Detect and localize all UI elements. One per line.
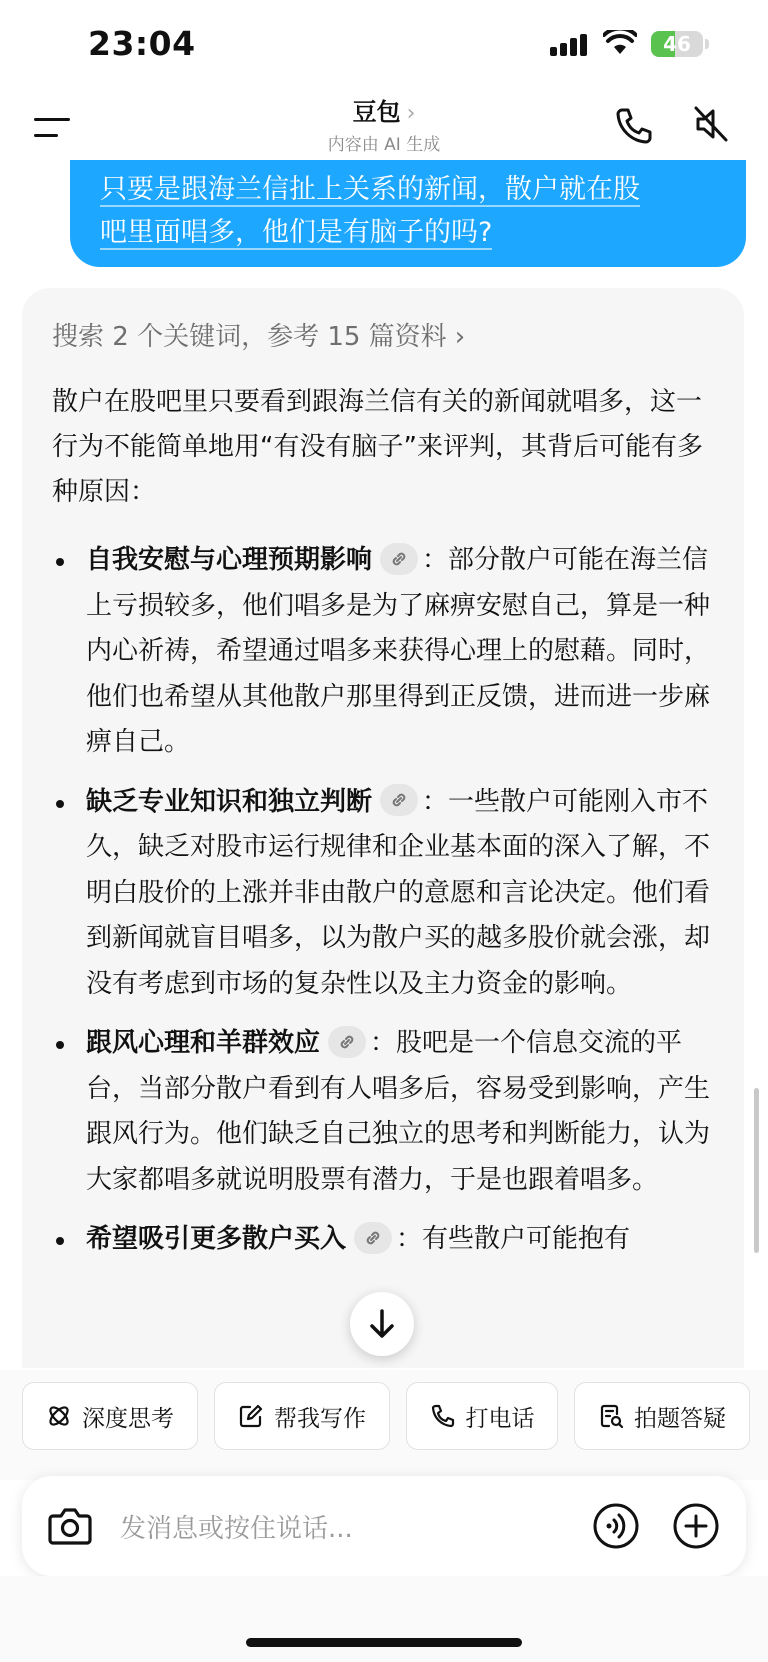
call-button[interactable] <box>612 104 656 148</box>
phone-icon <box>430 1403 456 1429</box>
quick-action-label: 深度思考 <box>82 1405 174 1432</box>
battery-indicator <box>651 31 703 57</box>
user-message-bubble[interactable] <box>70 160 746 267</box>
link-icon <box>363 1228 383 1248</box>
voice-wave-icon <box>592 1502 640 1550</box>
bullet-title: 跟风心理和羊群效应 <box>86 1028 321 1058</box>
bullet-dot <box>56 1237 64 1245</box>
link-icon <box>389 790 409 810</box>
arrow-down-icon <box>368 1308 396 1340</box>
colon: ： <box>422 545 449 575</box>
citation-link-button[interactable] <box>380 784 418 816</box>
scrollbar[interactable] <box>754 1088 759 1253</box>
bullet-text: 股吧是一个信息交流的平台，当部分散户看到有人唱多后，容易受到影响，产生跟风行为。他们缺乏自己独立的思考和判断能力，认为大家都唱多就说明股票有潜力，于是也跟着唱多。 <box>86 1028 711 1195</box>
quick-action-writing[interactable] <box>214 1382 390 1450</box>
cellular-signal-icon <box>550 34 590 56</box>
link-icon <box>337 1032 357 1052</box>
status-bar <box>0 0 768 90</box>
bullet-dot <box>56 1041 64 1049</box>
message-input[interactable]: 发消息或按住说话... <box>120 1514 353 1544</box>
list-item <box>52 1217 732 1263</box>
bullet-dot <box>56 558 64 566</box>
list-item <box>52 538 732 766</box>
bot-name: 豆包 <box>352 98 401 126</box>
quick-action-label: 帮我写作 <box>274 1405 366 1432</box>
bullet-text: 有些散户可能抱有 <box>422 1224 631 1254</box>
citation-link-button[interactable] <box>328 1026 366 1058</box>
bullet-title: 缺乏专业知识和独立判断 <box>86 786 373 817</box>
references-label: 搜索 2 个关键词，参考 15 篇资料 <box>52 322 447 352</box>
link-icon <box>389 549 409 569</box>
battery-percent: 46 <box>663 32 691 56</box>
list-item <box>52 1021 732 1203</box>
clock: 23:04 <box>88 24 196 63</box>
citation-link-button[interactable] <box>354 1222 392 1254</box>
citation-link-button[interactable] <box>380 543 418 575</box>
plus-icon <box>672 1502 720 1550</box>
battery-cap <box>705 39 709 49</box>
list-item <box>52 780 732 1008</box>
bullet-title: 希望吸引更多散户买入 <box>86 1224 347 1254</box>
phone-icon <box>612 104 656 148</box>
scroll-to-bottom-button[interactable] <box>350 1292 414 1356</box>
user-message-line: 只要是跟海兰信扯上关系的新闻，散户就在股 <box>100 174 640 205</box>
scan-question-icon <box>598 1403 624 1429</box>
wifi-icon <box>603 30 637 56</box>
colon: ： <box>396 1224 423 1254</box>
chevron-right-icon: › <box>406 101 416 126</box>
ai-answer-card <box>22 288 744 1368</box>
quick-action-deep-think[interactable] <box>22 1382 198 1450</box>
add-attachment-button[interactable] <box>672 1502 720 1550</box>
edit-icon <box>238 1403 264 1429</box>
bullet-text: 部分散户可能在海兰信上亏损较多，他们唱多是为了麻痹安慰自己，算是一种内心祈祷，希望通过唱多来获得心理上的慰藉。同时，他们也希望从其他散户那里得到正反馈，进而进一步麻痹自己。 <box>86 545 711 757</box>
bottom-safe-area <box>0 1576 768 1662</box>
bullet-dot <box>56 800 64 808</box>
quick-action-photo-question[interactable] <box>574 1382 750 1450</box>
mute-speaker-button[interactable] <box>688 102 732 146</box>
quick-action-label: 打电话 <box>465 1405 535 1432</box>
chevron-right-icon: › <box>454 322 466 352</box>
bullet-title: 自我安慰与心理预期影响 <box>86 545 373 575</box>
references-link[interactable] <box>52 316 465 353</box>
quick-action-call[interactable] <box>406 1382 558 1450</box>
user-message-text <box>100 168 716 254</box>
chat-header <box>0 90 768 165</box>
ai-generated-notice: 内容由 AI 生成 <box>327 135 441 155</box>
quick-actions-bar <box>0 1370 768 1480</box>
home-indicator[interactable] <box>246 1638 522 1647</box>
colon: ： <box>370 1028 397 1058</box>
colon: ： <box>422 786 449 817</box>
atom-icon <box>46 1403 72 1429</box>
answer-bullet-list <box>52 538 732 1277</box>
quick-action-label: 拍题答疑 <box>634 1405 726 1432</box>
bullet-text: 一些散户可能刚入市不久，缺乏对股市运行规律和企业基本面的深入了解，不明白股价的上涨并非由散户的意愿和言论决定。他们看到新闻就盲目唱多，以为散户买的越多股价就会涨，却没有考虑到市场的复杂性以及主力资金的影响。 <box>86 786 711 999</box>
speaker-off-icon <box>688 102 732 146</box>
user-message-line: 吧里面唱多，他们是有脑子的吗? <box>100 217 493 248</box>
camera-icon[interactable] <box>48 1506 92 1546</box>
message-input-bar <box>22 1476 746 1576</box>
voice-input-button[interactable] <box>592 1502 640 1550</box>
answer-intro: 散户在股吧里只要看到跟海兰信有关的新闻就唱多，这一行为不能简单地用“有没有脑子”来评判，其背后可能有多种原因： <box>52 387 703 507</box>
